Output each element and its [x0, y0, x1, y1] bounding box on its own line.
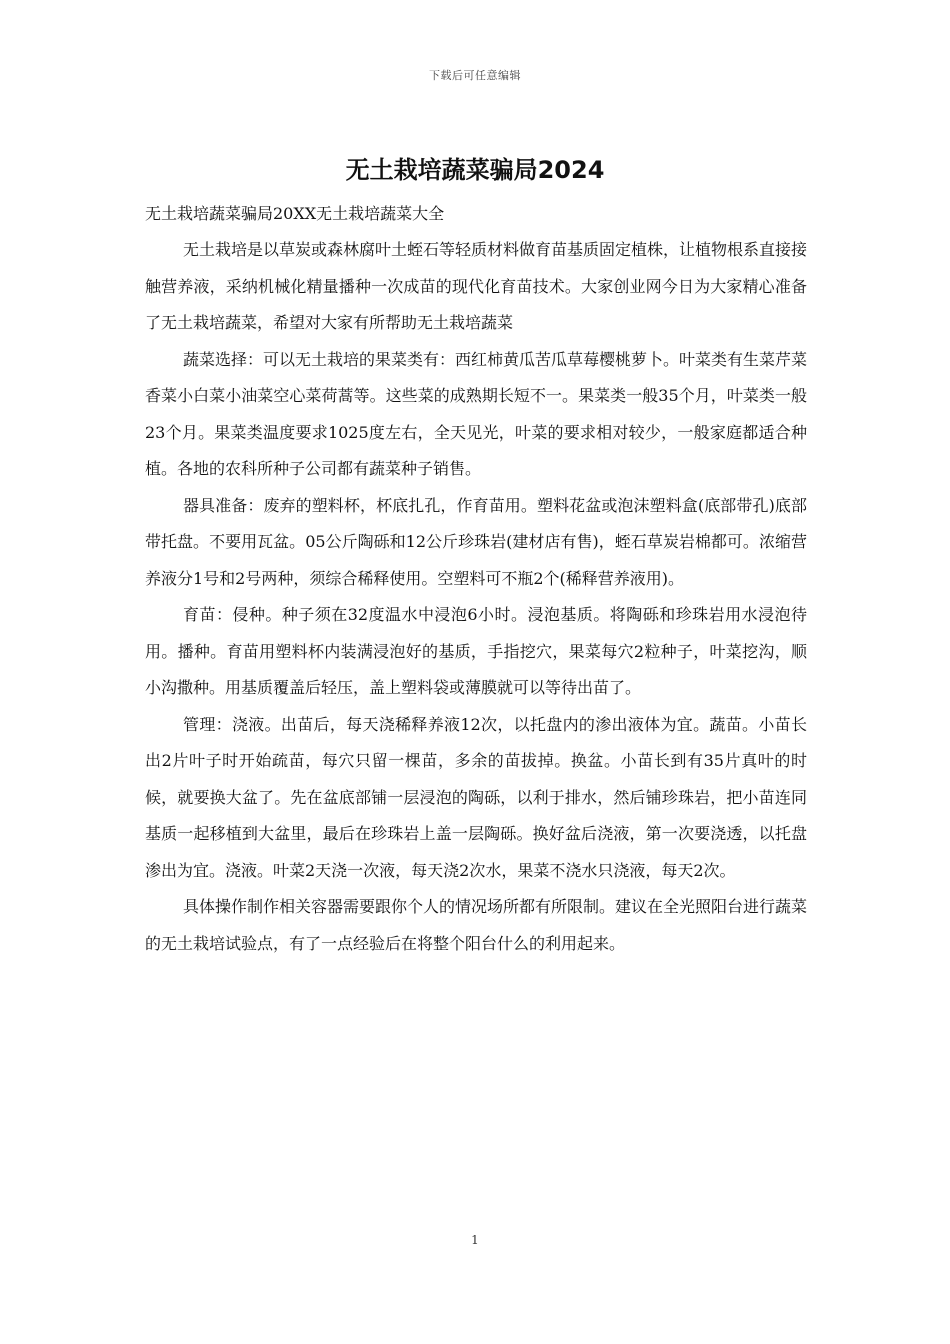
- paragraph-management: 管理：浇液。出苗后，每天浇稀释养液12次，以托盘内的渗出液体为宜。蔬苗。小苗长出2片叶子时开始疏苗，每穴只留一棵苗，多余的苗拔掉。换盆。小苗长到有35片真叶的时候，就要换大盆了。先在盆底部铺一层浸泡的陶砾，以利于排水，然后铺珍珠岩，把小苗连同基质一起移植到大盆里，最后在珍珠岩上盖一层陶砾。换好盆后浇液，第一次要浇透，以托盘渗出为宜。浇液。叶菜2天浇一次液，每天浇2次水，果菜不浇水只浇液，每天2次。: [145, 714, 807, 880]
- paragraph-seedling: 育苗：侵种。种子须在32度温水中浸泡6小时。浸泡基质。将陶砾和珍珠岩用水浸泡待用。播种。育苗用塑料杯内装满浸泡好的基质，手指挖穴，果菜每穴2粒种子，叶菜挖沟，顺小沟撒种。用基质覆盖后轻压，盖上塑料袋或薄膜就可以等待出苗了。: [145, 605, 807, 697]
- header-note: 下载后可任意编辑: [429, 69, 521, 82]
- paragraph-operation: 具体操作制作相关容器需要跟你个人的情况场所都有所限制。建议在全光照阳台进行蔬菜的无土栽培试验点，有了一点经验后在将整个阳台什么的利用起来。: [145, 897, 808, 953]
- document-subtitle: 无土栽培蔬菜骗局20XX无土栽培蔬菜大全: [145, 204, 445, 223]
- paragraph-equipment: 器具准备：废弃的塑料杯，杯底扎孔，作育苗用。塑料花盆或泡沫塑料盒(底部带孔)底部带托盘。不要用瓦盆。05公斤陶砾和12公斤珍珠岩(建材店有售)，蛭石草炭岩棉都可。浓缩营养液分1号和2号两种，须综合稀释使用。空塑料可不瓶2个(稀释营养液用)。: [145, 495, 807, 588]
- paragraph-intro: 无土栽培是以草炭或森林腐叶土蛭石等轻质材料做育苗基质固定植株，让植物根系直接接触营养液，采纳机械化精量播种一次成苗的现代化育苗技术。大家创业网今日为大家精心准备了无土栽培蔬菜，希望对大家有所帮助无土栽培蔬菜: [145, 240, 808, 332]
- document-title: 无土栽培蔬菜骗局2024: [345, 156, 605, 184]
- page-number: 1: [471, 1233, 479, 1247]
- paragraph-vegetable-selection: 蔬菜选择：可以无土栽培的果菜类有：西红柿黄瓜苦瓜草莓樱桃萝卜。叶菜类有生菜芹菜香菜小白菜小油菜空心菜荷蒿等。这些菜的成熟期长短不一。果菜类一般35个月，叶菜类一般23个月。果菜类温度要求1025度左右，全天见光，叶菜的要求相对较少，一般家庭都适合种植。各地的农科所种子公司都有蔬菜种子销售。: [145, 349, 808, 478]
- document-body: [145, 196, 807, 962]
